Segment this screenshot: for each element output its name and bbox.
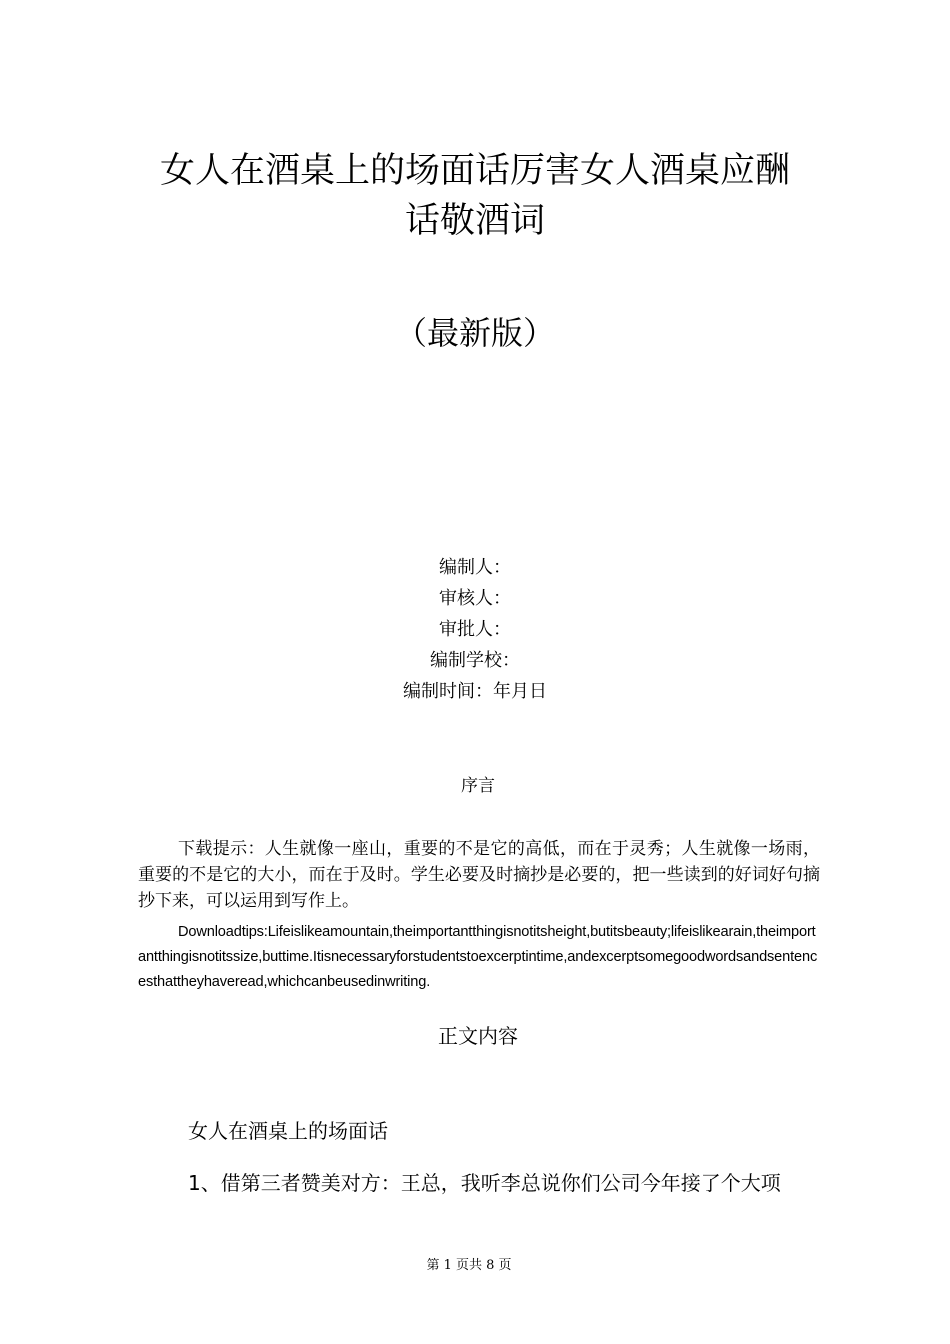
meta-school: 编制学校： (430, 650, 520, 671)
body-heading: 正文内容 (438, 1024, 518, 1048)
meta-compiler: 编制人： (439, 557, 511, 578)
edition-label: （最新版） (394, 314, 555, 352)
page-footer: 第 1 页共 8 页 (426, 1258, 512, 1273)
meta-approver: 审批人： (439, 619, 511, 640)
list-item: 1、借第三者赞美对方：王总，我听李总说你们公司今年接了个大项 (188, 1171, 781, 1195)
meta-block (0, 552, 950, 707)
download-tip-english: Downloadtips:Lifeislikeamountain,theimportantthingisnotitsheight,butitsbeauty;lifeislikearain,theimportantthingisnotitssize,buttime.Itisnecessaryforstudentstoexcerptintime,andexcerptsomegoodwordsandsentencesthattheyhaveread,whichcanbeusedinwriting. (138, 924, 818, 990)
preface-heading: 序言 (461, 776, 495, 796)
document-title-line-1: 女人在酒桌上的场面话厉害女人酒桌应酬 (159, 151, 790, 191)
meta-date: 编制时间：年月日 (403, 681, 547, 702)
section-title: 女人在酒桌上的场面话 (188, 1119, 388, 1143)
download-tip-chinese: 下载提示：人生就像一座山，重要的不是它的高低，而在于灵秀；人生就像一场雨，重要的不是它的大小，而在于及时。学生必要及时摘抄是必要的，把一些读到的好词好句摘抄下来，可以运用到写作上。 (138, 839, 820, 911)
meta-reviewer: 审核人： (439, 588, 511, 609)
document-title-line-2: 话敬酒词 (404, 201, 545, 241)
